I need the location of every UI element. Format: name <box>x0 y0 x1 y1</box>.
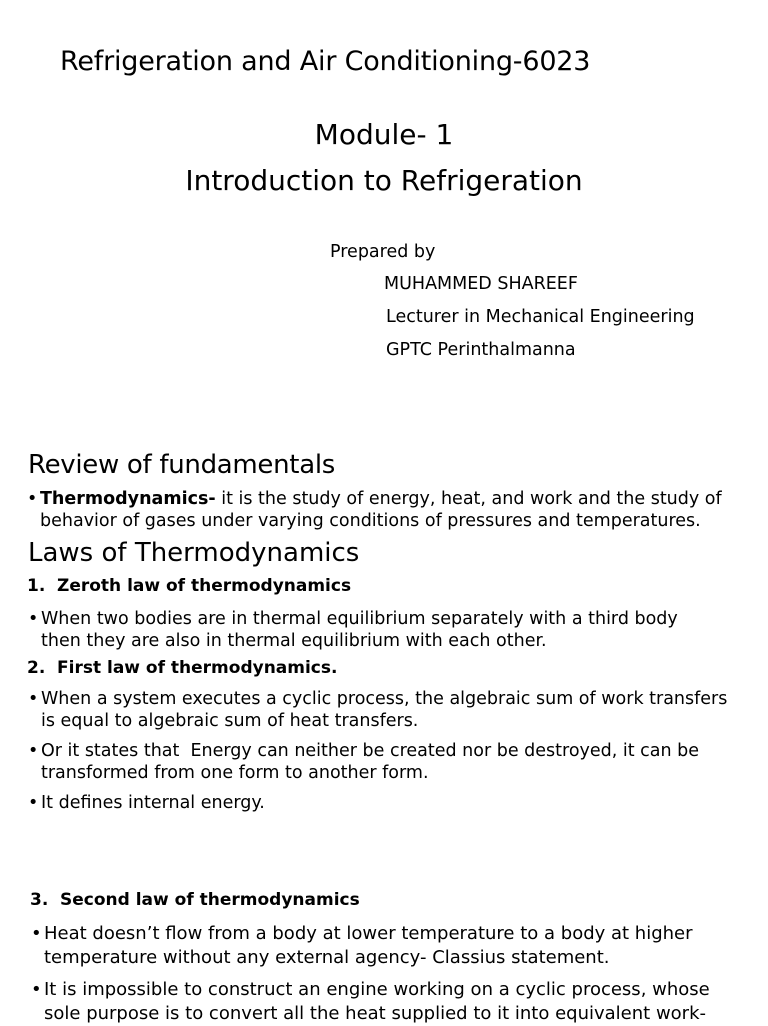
first-law-b2-line-1: • Or it states that Energy can neither be created nor be destroyed, it can be <box>41 741 700 761</box>
second-law-title <box>30 890 360 910</box>
second-law-b1-line-1: • Heat doesn’t flow from a body at lower temperature to a body at higher <box>44 923 693 944</box>
prepared-by-label: Prepared by <box>330 242 436 262</box>
laws-heading: Laws of Thermodynamics <box>28 538 360 568</box>
first-law-b1-line-2: is equal to algebraic sum of heat transfers. <box>41 711 419 731</box>
author-institution: GPTC Perinthalmanna <box>386 340 576 360</box>
zeroth-law-label: Zeroth law of thermodynamics <box>57 576 352 596</box>
second-law-b1-line-2: temperature without any external agency- Classius statement. <box>44 947 610 968</box>
first-law-bullet-2 <box>41 740 699 784</box>
author-designation: Lecturer in Mechanical Engineering <box>386 307 695 327</box>
first-law-b1-line-1: • When a system executes a cyclic process, the algebraic sum of work transfers <box>41 689 728 709</box>
second-law-b2-line-1: • It is impossible to construct an engine working on a cyclic process, whose <box>44 979 710 1000</box>
first-law-bullet-1 <box>41 688 727 732</box>
course-title: Refrigeration and Air Conditioning-6023 <box>60 46 591 77</box>
thermodynamics-bullet <box>40 488 722 532</box>
thermodynamics-definition-2: behavior of gases under varying conditions of pressures and temperatures. <box>40 511 701 531</box>
first-law-title <box>27 658 337 678</box>
module-title: Module- 1 <box>314 118 454 151</box>
fundamentals-slide <box>0 440 768 840</box>
review-heading: Review of fundamentals <box>28 450 335 480</box>
first-law-bullet-3 <box>41 792 265 814</box>
second-law-b2-line-2: sole purpose is to convert all the heat supplied to it into equivalent work- <box>44 1003 707 1024</box>
topic-title: Introduction to Refrigeration <box>185 164 583 197</box>
thermodynamics-definition-1: it is the study of energy, heat, and work and the study of <box>215 489 722 509</box>
first-law-number: 2. <box>27 658 46 678</box>
first-law-b3-line: • It defines internal energy. <box>41 793 265 813</box>
zeroth-law-line-1: • When two bodies are in thermal equilibrium separately with a third body <box>41 609 678 629</box>
first-law-label: First law of thermodynamics. <box>57 658 338 678</box>
thermodynamics-term: Thermodynamics- <box>40 489 216 509</box>
zeroth-law-line-2: then they are also in thermal equilibrium with each other. <box>41 631 547 651</box>
second-law-bullet-1 <box>44 922 693 970</box>
second-law-slide <box>0 880 768 1024</box>
second-law-bullet-2 <box>44 978 710 1026</box>
second-law-label: Second law of thermodynamics <box>60 890 360 910</box>
title-slide <box>0 0 768 420</box>
first-law-b2-line-2: transformed from one form to another form. <box>41 763 429 783</box>
second-law-number: 3. <box>30 890 49 910</box>
zeroth-law-title <box>27 576 351 596</box>
zeroth-law-number: 1. <box>27 576 46 596</box>
author-name: MUHAMMED SHAREEF <box>384 274 578 294</box>
zeroth-law-bullet <box>41 608 678 652</box>
